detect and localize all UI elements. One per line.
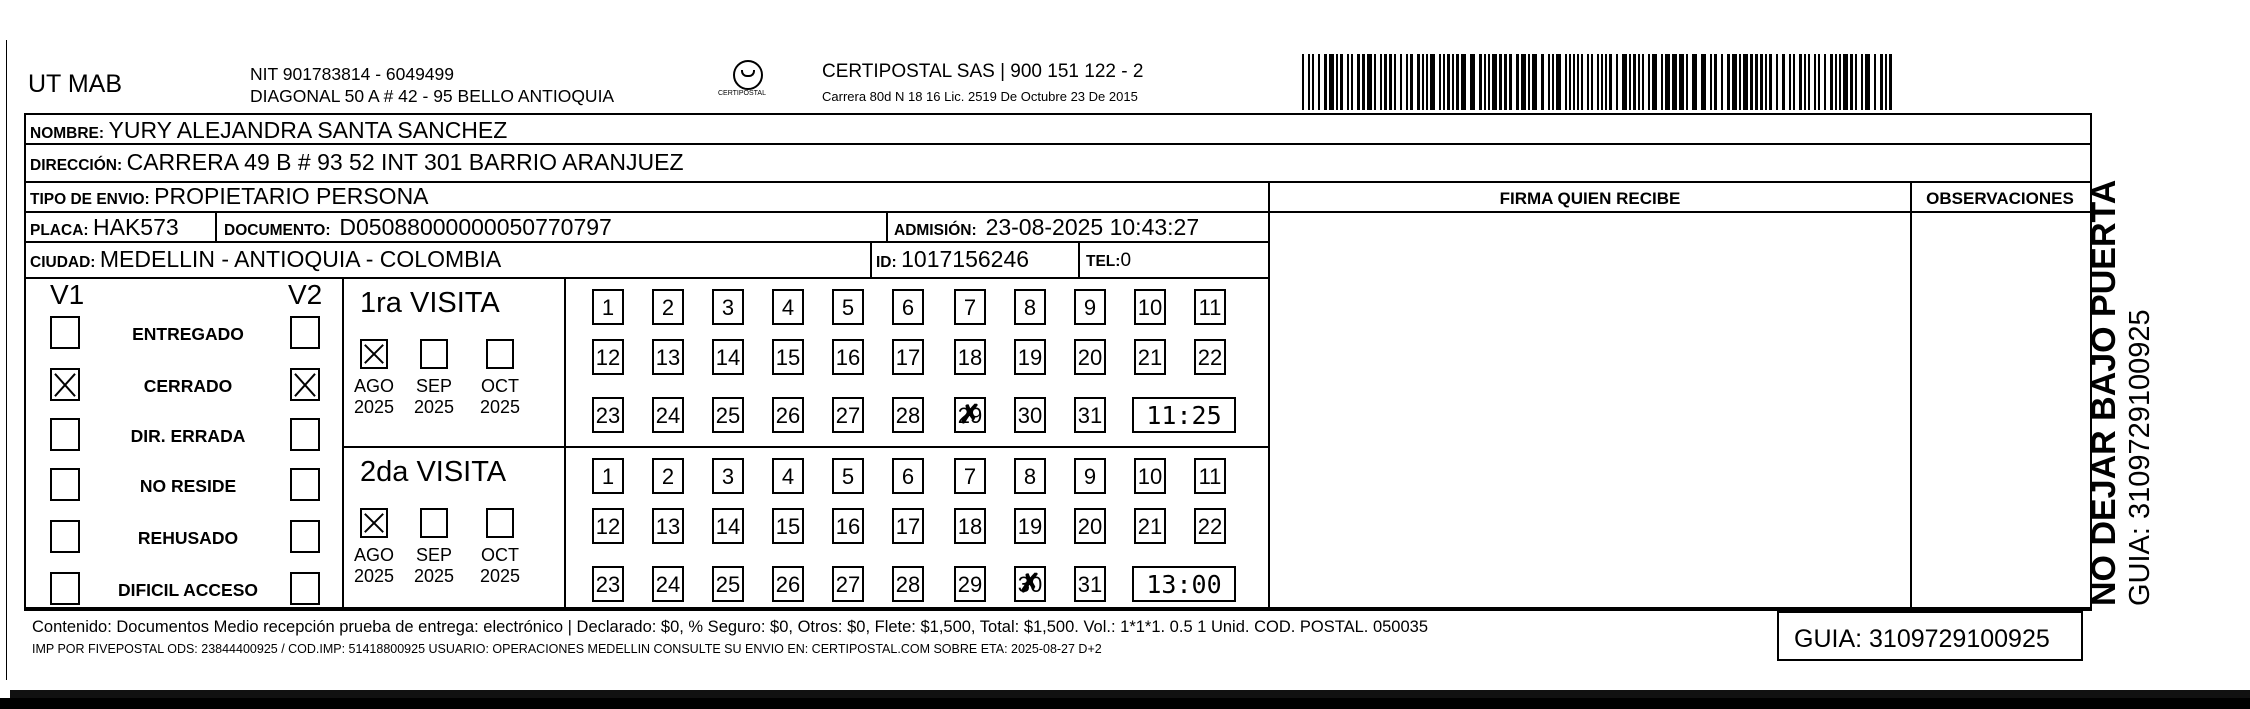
v1-checkbox[interactable] [50,418,80,451]
barcode-bar [1793,54,1795,110]
v2-checkbox[interactable] [290,316,320,349]
barcode-bar [1456,54,1459,110]
v1-header: V1 [50,279,85,310]
month-year: 2025 [479,566,521,586]
barcode-bar [1782,54,1785,110]
day-box[interactable]: 20 [1074,508,1106,544]
barcode-bar [1312,54,1314,110]
barcode-bar [1885,54,1887,110]
nit-line: NIT 901783814 - 6049499 [250,64,455,84]
month-label [408,545,460,587]
id-value: 1017156246 [901,246,1030,272]
placa-row [30,216,179,239]
barcode-bar [1556,54,1561,110]
barcode-bar [1528,54,1530,110]
barcode-bar [1347,54,1349,110]
obs-divider [1910,181,1912,609]
day-box[interactable]: 3 [712,289,744,325]
day-box[interactable]: 19 [1014,339,1046,375]
day-box[interactable]: 22 [1194,508,1226,544]
barcode-bar [1721,54,1723,110]
firma-header: FIRMA QUIEN RECIBE [1499,189,1681,208]
day-box[interactable]: 13 [652,508,684,544]
barcode-bar [1488,54,1490,110]
barcode-bar [1622,54,1627,110]
observaciones-header: OBSERVACIONES [1926,189,2074,208]
barcode-bar [1573,54,1575,110]
month-name: OCT [481,376,519,396]
month-year: 2025 [413,397,455,417]
footer-divider [24,607,2090,609]
barcode-bar [1532,54,1537,110]
visit-time: 13:00 [1132,566,1236,602]
documento-label: DOCUMENTO: [224,222,331,239]
barcode-bar [1470,54,1475,110]
barcode-bar [1714,54,1717,110]
day-box[interactable]: 6 [892,289,924,325]
v2-checkbox[interactable] [290,520,320,553]
barcode-bar [1765,54,1767,110]
day-box[interactable]: 13 [652,339,684,375]
barcode-bar [1384,54,1387,110]
documento-value: D05088000000050770797 [339,214,612,240]
visit-title: 1ra VISITA [360,287,500,319]
day-box[interactable]: 17 [892,508,924,544]
day-box[interactable]: 10 [1134,289,1166,325]
status-label: NO RESIDE [139,476,237,496]
barcode-bar [1302,54,1304,110]
barcode-bar [1552,54,1554,110]
day-box[interactable]: 9 [1074,458,1106,494]
status-label: DIFICIL ACCESO [117,580,258,600]
barcode-bar [1430,54,1435,110]
v1-checkbox[interactable] [50,520,80,553]
day-box[interactable]: 7 [954,458,986,494]
ciudad-label: CIUDAD: [30,254,96,271]
day-box[interactable]: 30 ✗ [1014,566,1046,602]
barcode-bar [1605,54,1607,110]
barcode-bar [1633,54,1636,110]
month-year: 2025 [413,566,455,586]
day-box[interactable]: 24 [652,397,684,433]
status-label: DIR. ERRADA [130,426,246,446]
barcode-bar [1889,54,1892,110]
barcode-bar [1318,54,1320,110]
col-divider [870,241,872,279]
barcode-bar [1516,54,1519,110]
v1-checkbox[interactable] [50,468,80,501]
barcode-bar [1739,54,1741,110]
barcode-bar [1880,54,1883,110]
barcode-bar [1672,54,1677,110]
v1-checkbox[interactable] [50,316,80,349]
day-box[interactable]: 16 [832,339,864,375]
day-box[interactable]: 5 [832,458,864,494]
day-box[interactable]: 4 [772,289,804,325]
month-label [348,376,400,418]
day-box[interactable]: 18 [954,339,986,375]
v2-checkbox[interactable] [290,368,320,401]
sender-nit [250,63,614,107]
month-label [474,545,526,587]
barcode-bar [1351,54,1353,110]
barcode-bar [1410,54,1413,110]
barcode-bar [1642,54,1644,110]
logo-caption: CERTIPOSTAL [718,90,766,97]
barcode-bar [1374,54,1376,110]
barcode [1302,54,1892,110]
barcode-bar [1340,54,1343,110]
barcode-bar [1818,54,1820,110]
day-box[interactable]: 25 [712,566,744,602]
day-box[interactable]: 2 [652,458,684,494]
status-label: CERRADO [143,376,233,396]
day-box[interactable]: 18 [954,508,986,544]
v2-checkbox[interactable] [290,572,320,605]
day-box[interactable]: 21 [1134,339,1166,375]
day-box[interactable]: 23 [592,397,624,433]
placa-label: PLACA: [30,222,89,239]
barcode-bar [1789,54,1791,110]
barcode-bar [1701,54,1706,110]
visit-time: 11:25 [1132,397,1236,433]
barcode-bar [1422,54,1424,110]
barcode-bar [1874,54,1876,110]
admision-label: ADMISIÓN: [894,222,977,239]
barcode-bar [1362,54,1365,110]
barcode-bar [1814,54,1816,110]
row-divider [24,143,2090,145]
barcode-bar [1521,54,1526,110]
barcode-bar [1727,54,1730,110]
day-box[interactable]: 10 [1134,458,1166,494]
day-box[interactable]: 1 [592,289,624,325]
month-name: SEP [415,376,453,396]
barcode-bar [1581,54,1583,110]
ciudad-value: MEDELLIN - ANTIOQUIA - COLOMBIA [99,246,502,272]
barcode-bar [1484,54,1486,110]
day-box[interactable]: 27 [832,397,864,433]
barcode-bar [1439,54,1441,110]
sig-header-divider [1270,211,2090,213]
row-divider [24,241,1270,243]
day-box[interactable]: 22 [1194,339,1226,375]
v1-checkbox[interactable] [50,572,80,605]
col-divider [886,211,888,243]
barcode-bar [1776,54,1778,110]
month-checkbox[interactable] [360,508,388,538]
barcode-bar [1835,54,1837,110]
scan-shadow-bottom [0,698,2250,709]
barcode-bar [1665,54,1670,110]
day-box[interactable]: 23 [592,566,624,602]
nombre-row [30,119,507,142]
barcode-bar [1426,54,1428,110]
day-box[interactable]: 1 [592,458,624,494]
day-box[interactable]: 14 [712,339,744,375]
day-box[interactable]: 5 [832,289,864,325]
col-divider [1078,241,1080,279]
month-name: SEP [415,545,453,565]
scan-edge-line [6,40,7,680]
side-guia: GUIA: 3109729100925 [2124,309,2156,606]
sender-name: UT MAB [28,70,122,98]
month-checkbox[interactable] [486,339,514,369]
v2-checkbox[interactable] [290,468,320,501]
barcode-bar [1509,54,1512,110]
visit-divider [342,446,1270,448]
day-box[interactable]: 26 [772,397,804,433]
barcode-bar [1710,54,1712,110]
months-divider [564,277,566,609]
status-label: ENTREGADO [132,324,244,344]
barcode-bar [1400,54,1402,110]
day-box[interactable]: 14 [712,508,744,544]
barcode-bar [1609,54,1612,110]
company-name: CERTIPOSTAL SAS | 900 151 122 - 2 [822,61,1144,82]
no-dejar-notice: NO DEJAR BAJO PUERTA [2085,179,2123,606]
day-box[interactable]: 30 [1014,397,1046,433]
barcode-bar [1565,54,1567,110]
tel-row [1086,251,1131,270]
barcode-bar [1394,54,1396,110]
month-name: OCT [481,545,519,565]
company-license: Carrera 80d N 18 16 Lic. 2519 De Octubre 23 De 2015 [822,89,1138,104]
footer-guia: GUIA: 3109729100925 [1794,625,2050,653]
day-box[interactable]: 20 [1074,339,1106,375]
barcode-bar [1541,54,1544,110]
row-divider [24,277,1270,279]
barcode-bar [1769,54,1772,110]
footer-contenido: Contenido: Documentos Medio recepción prueba de entrega: electrónico | Declarado: $0, % Seguro: $0, Otros: $0, Flete: $1,500, Total: $1,500. Vol.: 1*1*1. 0.5 1 Unid. COD. POSTAL. 050035 [32,618,1429,636]
month-checkbox[interactable] [420,339,448,369]
barcode-bar [1601,54,1603,110]
barcode-bar [1629,54,1631,110]
barcode-bar [1799,54,1802,110]
barcode-bar [1830,54,1833,110]
admision-row [894,216,1199,239]
barcode-bar [1389,54,1392,110]
day-box[interactable]: 31 [1074,566,1106,602]
tel-value: 0 [1120,250,1132,271]
nombre-value: YURY ALEJANDRA SANTA SANCHEZ [108,117,508,143]
month-label [408,376,460,418]
barcode-bar [1616,54,1618,110]
day-box[interactable]: 11 [1194,289,1226,325]
barcode-bar [1336,54,1338,110]
month-year: 2025 [353,397,395,417]
barcode-bar [1661,54,1663,110]
barcode-bar [1308,54,1310,110]
day-box[interactable]: 21 [1134,508,1166,544]
day-box[interactable]: 12 [592,508,624,544]
barcode-bar [1760,54,1763,110]
sender-address: DIAGONAL 50 A # 42 - 95 BELLO ANTIOQUIA [250,86,615,106]
month-name: AGO [353,545,394,565]
certipostal-logo-icon [733,60,763,90]
barcode-bar [1367,54,1372,110]
v2-header: V2 [288,279,323,310]
barcode-bar [1692,54,1697,110]
barcode-bar [1443,54,1445,110]
barcode-bar [1492,54,1497,110]
direccion-value: CARRERA 49 B # 93 52 INT 301 BARRIO ARANJUEZ [126,149,684,175]
ciudad-row [30,248,501,271]
tipo-label: TIPO DE ENVIO: [30,191,150,208]
day-box[interactable]: 7 [954,289,986,325]
barcode-bar [1499,54,1502,110]
day-box[interactable]: 16 [832,508,864,544]
col-divider [215,211,217,243]
tipo-value: PROPIETARIO PERSONA [154,183,429,209]
day-box[interactable]: 19 [1014,508,1046,544]
day-box[interactable]: 15 [772,508,804,544]
tel-label: TEL: [1086,253,1121,270]
barcode-bar [1865,54,1870,110]
barcode-bar [1824,54,1826,110]
barcode-bar [1850,54,1853,110]
row-divider [24,211,1270,213]
placa-value: HAK573 [93,214,179,240]
barcode-bar [1461,54,1466,110]
day-box[interactable]: 28 [892,397,924,433]
month-checkbox[interactable] [360,339,388,369]
barcode-bar [1755,54,1758,110]
barcode-bar [1587,54,1589,110]
barcode-bar [1743,54,1748,110]
documento-row [224,216,612,239]
v2-checkbox[interactable] [290,418,320,451]
day-box[interactable]: 12 [592,339,624,375]
barcode-bar [1804,54,1806,110]
barcode-bar [1447,54,1450,110]
barcode-bar [1380,54,1382,110]
barcode-bar [1750,54,1753,110]
barcode-bar [1679,54,1684,110]
tipo-row [30,185,429,208]
day-box[interactable]: 3 [712,458,744,494]
day-box[interactable]: 2 [652,289,684,325]
month-checkbox[interactable] [420,508,448,538]
barcode-bar [1652,54,1657,110]
day-box[interactable]: 31 [1074,397,1106,433]
month-label [474,376,526,418]
day-box[interactable]: 29 [954,566,986,602]
visits-divider [342,277,344,609]
day-box[interactable]: 6 [892,458,924,494]
barcode-bar [1504,54,1507,110]
direccion-row [30,151,684,174]
month-name: AGO [353,376,394,396]
barcode-bar [1357,54,1360,110]
month-year: 2025 [353,566,395,586]
side-notice [2085,180,2157,606]
barcode-bar [1732,54,1737,110]
admision-value: 23-08-2025 10:43:27 [985,214,1200,240]
barcode-bar [1577,54,1579,110]
day-box[interactable]: 17 [892,339,924,375]
month-label [348,545,400,587]
day-box[interactable]: 28 [892,566,924,602]
barcode-bar [1808,54,1810,110]
month-checkbox[interactable] [486,508,514,538]
day-box[interactable]: 4 [772,458,804,494]
direccion-label: DIRECCIÓN: [30,157,123,174]
id-label: ID: [876,254,897,271]
barcode-bar [1591,54,1593,110]
day-box[interactable]: 25 [712,397,744,433]
barcode-bar [1324,54,1327,110]
day-box[interactable]: 24 [652,566,684,602]
day-box[interactable]: 8 [1014,458,1046,494]
footer-imp: IMP POR FIVEPOSTAL ODS: 23844400925 / COD.IMP: 51418800925 USUARIO: OPERACIONES MEDELLIN CONSULTE SU ENVIO EN: CERTIPOSTAL.COM SOBRE ETA: 2025-08-27 D+2 [32,642,1102,656]
id-row [876,248,1029,271]
barcode-bar [1569,54,1571,110]
barcode-bar [1406,54,1408,110]
barcode-bar [1843,54,1848,110]
barcode-bar [1597,54,1599,110]
day-box[interactable]: 26 [772,566,804,602]
barcode-bar [1417,54,1420,110]
day-box[interactable]: 27 [832,566,864,602]
barcode-bar [1329,54,1334,110]
status-label: REHUSADO [137,528,239,548]
v1-checkbox[interactable] [50,368,80,401]
day-box[interactable]: 15 [772,339,804,375]
barcode-bar [1686,54,1688,110]
day-box[interactable]: 9 [1074,289,1106,325]
nombre-label: NOMBRE: [30,125,105,142]
barcode-bar [1638,54,1640,110]
barcode-bar [1855,54,1857,110]
day-box[interactable]: 11 [1194,458,1226,494]
barcode-bar [1839,54,1841,110]
day-box[interactable]: 8 [1014,289,1046,325]
barcode-bar [1479,54,1482,110]
visit-title: 2da VISITA [360,456,507,488]
month-year: 2025 [479,397,521,417]
barcode-bar [1648,54,1650,110]
barcode-bar [1452,54,1454,110]
sig-divider [1268,181,1270,609]
day-box[interactable]: 29 ✗ [954,397,986,433]
barcode-bar [1861,54,1863,110]
barcode-bar [1548,54,1550,110]
